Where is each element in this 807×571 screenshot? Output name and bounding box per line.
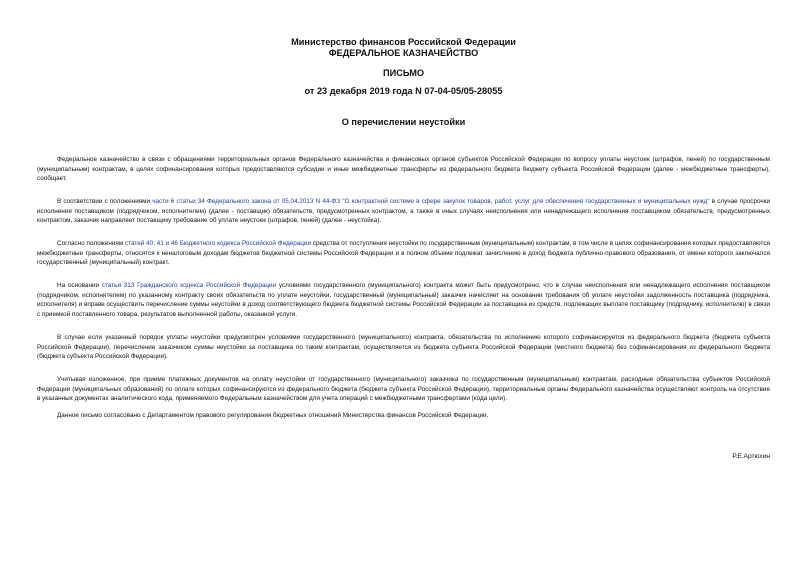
ministry-name: Министерство финансов Российской Федерации <box>291 37 516 47</box>
signature: Р.Е.Артюхин <box>732 453 770 460</box>
paragraph-1: Федеральное казначейство в связи с обращениями территориальных органов Федерального казначейства и финансовых органов субъектов Российской Федерации по вопросу уплаты неустоек (штрафов, пеней) по государственным (муниципальным) контрактам, в целях софинансирования которых предоставляются субсидии и иные межбюджетные трансферты из федерального бюджета бюджету субъекта Российской Федерации (далее - межбюджетные трансферты), сообщает. <box>37 156 770 183</box>
treasury-name: ФЕДЕРАЛЬНОЕ КАЗНАЧЕЙСТВО <box>328 48 479 58</box>
document-type: ПИСЬМО <box>382 68 425 78</box>
letterhead <box>0 37 807 59</box>
paragraph-7: Данное письмо согласовано с Департаментом правового регулирования бюджетных отношений Министерства финансов Российской Федерации. <box>57 412 489 419</box>
civil-code-link[interactable]: статьи 313 Гражданского кодекса Российской Федерации <box>101 282 277 289</box>
paragraph-2-text-b: в случае просрочки исполнения поставщиком (подрядчиком, исполнителем) (далее - поставщик) обязательств, предусмотренных контрактом, а также в иных случаях неисполнения или ненадлежащего исполнения поставщиком обязательств, предусмотренных контрактом, заказчик направляет поставщику требование об уплате неустоек (штрафов, пеней) (далее - неустойка). <box>37 198 770 225</box>
paragraph-4 <box>37 281 770 320</box>
paragraph-2 <box>37 197 770 226</box>
paragraph-4-text-a: На основании <box>57 282 102 289</box>
paragraph-5: В случае если указанный порядок уплаты неустойки предусмотрен условиями государственного (муниципального) контракта, обязательства по исполнению которого софинансируется из федерального бюджета (бюджета субъекта Российской Федерации), перечисление заказчиком суммы неустойки за поставщика по таким контрактам, осуществляется из бюджета субъекта Российской Федерации (местного бюджета) без софинансирования из федерального бюджета (бюджета субъекта Российской Федерации). <box>37 334 770 361</box>
paragraph-4-text-b: условиями государственного (муниципального) контракта может быть предусмотрено, что в случае неисполнения или ненадлежащего исполнения поставщиком (подрядчиком, исполнителем) по указанному контракту своих обязательств по уплате неустойки, государственный (муниципальный) заказчик начисляет на основании требования об уплате неустойки задолженность поставщика (подрядчика, исполнителя) и вправе осуществить перечисление суммы неустойки в доход соответствующего бюджета бюджетной системы Российской Федерации за поставщика из средств, подлежащих выплате поставщику (подрядчику, исполнителю) в связи с приемкой поставленного товара, результатов выполненной работы, оказанной услуги. <box>37 282 770 319</box>
paragraph-3 <box>37 239 770 268</box>
budget-code-link[interactable]: статей 40, 41 и 46 Бюджетного кодекса Российской Федерации <box>124 240 311 247</box>
paragraph-6: Учитывая изложенное, при приеме платежных документов на оплату неустойки от государственного (муниципального) заказчика по государственным (муниципальным) контрактам, расходные обязательства субъектов Российской Федерации (муниципальных образований) по оплате которых софинансируются из федерального бюджета (бюджета субъекта Российской Федерации), территориальные органы Федерального казначейства осуществляют контроль на отсутствие в указанных документах аналитического кода, применяемого Федеральным казначейством для учета операций с межбюджетными трансфертами (кода цели). <box>37 376 770 403</box>
paragraph-3-text-b: средства от поступления неустойки по государственным (муниципальным) контрактам, в том числе в целях софинансирования которых предоставляются межбюджетные трансферты, относятся к неналоговым доходам бюджетов бюджетной системы Российской Федерации и в полном объеме подлежат зачислению в доход бюджета публично-правового образования, от имени которого заключался государственный (муниципальный) контракт. <box>37 240 770 267</box>
document-date-number: от 23 декабря 2019 года N 07-04-05/05-28055 <box>304 86 503 96</box>
document-subject: О перечислении неустойки <box>341 117 466 127</box>
paragraph-2-text-a: В соответствии с положениями <box>57 198 153 205</box>
law-44fz-link[interactable]: части 6 статьи 34 Федерального закона от 05.04.2013 N 44-ФЗ "О контрактной системе в сфере закупок товаров, работ, услуг для обеспечения государственных и муниципальных нужд" <box>152 198 710 205</box>
paragraph-3-text-a: Согласно положениям <box>57 240 125 247</box>
